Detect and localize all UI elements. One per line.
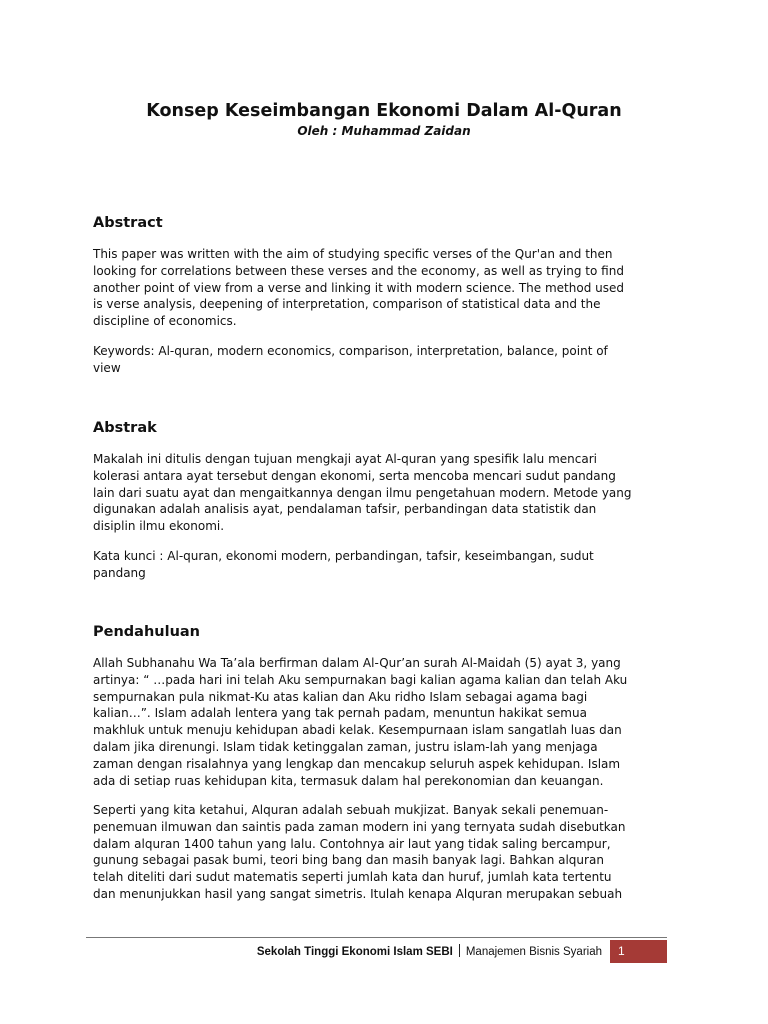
text-line: gunung sebagai pasak bumi, teori bing bang dan masih banyak lagi. Bahkan alquran [93,853,604,868]
text-line: ada di setiap ruas kehidupan kita, termasuk dalam hal perekonomian dan keuangan. [93,773,604,788]
abstract-body [93,246,683,330]
page-number: 1 [610,940,667,963]
footer-separator [459,944,460,957]
pendahuluan-paragraph-2 [93,802,683,903]
author-byline: Oleh : Muhammad Zaidan [297,124,471,138]
text-line: is verse analysis, deepening of interpretation, comparison of statistical data and the [93,297,601,312]
abstrak-body [93,451,683,535]
text-line: dalam alquran 1400 tahun yang lalu. Contohnya air laut yang tidak saling bercampur, [93,836,611,851]
text-line: Kata kunci : Al-quran, ekonomi modern, perbandingan, tafsir, keseimbangan, sudut [93,549,594,563]
abstract-heading: Abstract [93,215,163,231]
text-line: artinya: “ …pada hari ini telah Aku sempurnakan bagi kalian agama kalian dan telah Aku [93,672,628,687]
abstrak-keywords [93,548,683,582]
text-line: dan menunjukkan hasil yang sangat simetris. Itulah kenapa Alquran merupakan sebuah [93,886,623,901]
text-line: telah diteliti dari sudut matematis seperti jumlah kata dan huruf, jumlah kata tertentu [93,870,612,885]
text-line: makhluk untuk menuju kehidupan abadi kelak. Kesempurnaan islam sangatlah luas dan [93,723,622,738]
text-line: Makalah ini ditulis dengan tujuan mengkaji ayat Al-quran yang spesifik lalu mencari [93,452,597,466]
text-line: kolerasi antara ayat tersebut dengan ekonomi, serta mencoba mencari sudut pandang [93,468,616,483]
footer-text [257,944,602,959]
text-line: disiplin ilmu ekonomi. [93,519,225,534]
text-line: Seperti yang kita ketahui, Alquran adalah sebuah mukjizat. Banyak sekali penemuan- [93,803,609,817]
text-line: digunakan adalah analisis ayat, pendalaman tafsir, perbandingan data statistik dan [93,502,597,517]
text-line: sempurnakan pula nikmat-Ku atas kalian dan Aku ridho Islam sebagai agama bagi [93,689,588,704]
abstrak-heading: Abstrak [93,420,157,436]
text-line: pandang [93,565,146,580]
page-title: Konsep Keseimbangan Ekonomi Dalam Al-Quran [146,100,622,121]
page-footer [86,938,667,963]
text-line: lain dari suatu ayat dan mengaitkannya dengan ilmu pengetahuan modern. Metode yang [93,485,632,500]
footer-institution: Sekolah Tinggi Ekonomi Islam SEBI [256,946,453,958]
text-line: This paper was written with the aim of studying specific verses of the Qur'an and then [93,247,613,261]
text-line: dalam jika direnungi. Islam tidak ketinggalan zaman, justru islam-lah yang menjaga [93,739,598,754]
text-line: zaman dengan risalahnya yang lengkap dan mencakup seluruh aspek kehidupan. Islam [93,756,621,771]
text-line: kalian…”. Islam adalah lentera yang tak pernah padam, menuntun hakikat semua [93,706,587,721]
text-line: discipline of economics. [93,314,237,329]
pendahuluan-heading: Pendahuluan [93,624,200,640]
text-line: penemuan ilmuwan dan saintis pada zaman modern ini yang ternyata sudah disebutkan [93,819,626,834]
text-line: view [93,360,121,375]
footer-program: Manajemen Bisnis Syariah [465,946,602,958]
text-line: another point of view from a verse and linking it with modern science. The method used [93,280,624,295]
pendahuluan-paragraph-1 [93,655,683,789]
text-line: Allah Subhanahu Wa Ta’ala berfirman dalam Al-Qur’an surah Al-Maidah (5) ayat 3, yang [93,656,621,670]
text-line: looking for correlations between these verses and the economy, as well as trying to find [93,263,624,278]
abstract-keywords [93,343,683,377]
text-line: Keywords: Al-quran, modern economics, comparison, interpretation, balance, point of [93,344,608,358]
